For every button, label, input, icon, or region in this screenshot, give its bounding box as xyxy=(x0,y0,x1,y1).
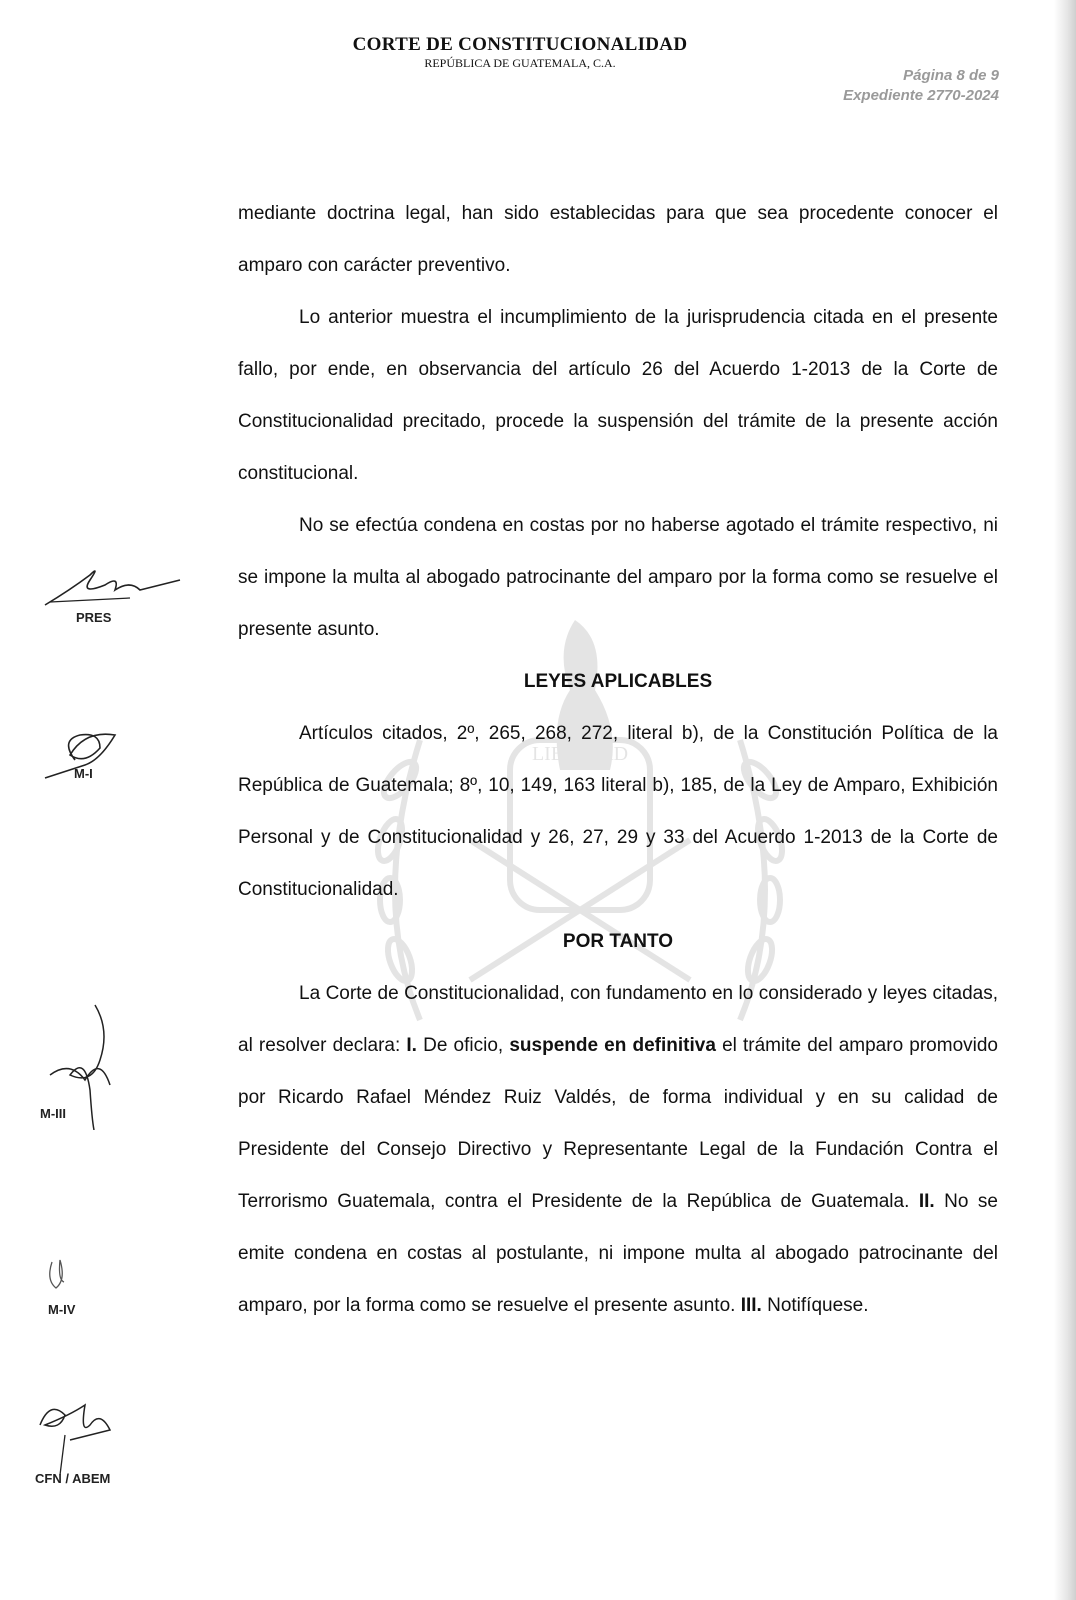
page-info xyxy=(843,66,999,106)
paragraph-1: mediante doctrina legal, han sido establecidas para que sea procedente conocer el amparo con carácter preventivo. xyxy=(238,203,998,276)
p5-bold-suspende: suspende en definitiva xyxy=(509,1035,716,1056)
page-edge-shadow xyxy=(1054,0,1076,1600)
signature-m3 xyxy=(30,1000,190,1130)
paragraph-5 xyxy=(238,968,998,1332)
p5-text-3: el trámite del amparo promovido por Ricardo Rafael Méndez Ruiz Valdés, de forma individual y en su calidad de Presidente del Consejo Directivo y Representante Legal de la Fundación Contra el Terrorismo Guatemala, contra el Presidente de la República de Guatemala. xyxy=(238,1035,999,1212)
heading-por-tanto: POR TANTO xyxy=(562,931,674,952)
court-name: CORTE DE CONSTITUCIONALIDAD xyxy=(352,34,688,55)
signature-m4-mark xyxy=(30,1250,190,1300)
signature-m1 xyxy=(30,720,190,790)
paragraph-2: Lo anterior muestra el incumplimiento de la jurisprudencia citada en el presente fallo, por ende, en observancia del artículo 26 del Acuerdo 1-2013 de la Corte de Constitucionalidad precitado, procede la suspensión del trámite de la presente acción constitucional. xyxy=(238,307,998,484)
signature-label-pres: PRES xyxy=(76,610,112,625)
p5-text-4: No se emite condena en costas al postulante, ni impone multa al abogado patrocinante del amparo, por la forma como se resuelve el presente asunto. xyxy=(238,1191,998,1316)
p5-numeral-2: II. xyxy=(918,1191,935,1212)
heading-leyes-aplicables: LEYES APLICABLES xyxy=(523,671,713,692)
p5-text-2: De oficio, xyxy=(416,1035,510,1056)
p5-text-5: Notifíquese. xyxy=(761,1295,869,1316)
p5-numeral-1: I. xyxy=(406,1035,417,1056)
signature-cfn-abem-mark xyxy=(30,1395,190,1475)
p5-numeral-3: III. xyxy=(740,1295,762,1316)
p5-text-1: La Corte de Constitucionalidad, con fundamento en lo considerado y leyes citadas, al resolver declara: xyxy=(238,983,998,1056)
signature-m1-mark xyxy=(30,720,190,790)
signature-pres xyxy=(30,560,190,625)
court-subtitle: REPÚBLICA DE GUATEMALA, C.A. xyxy=(424,56,616,70)
signature-cfn-abem xyxy=(30,1395,190,1486)
signature-label-m1: M-I xyxy=(74,766,93,781)
signature-label-m3: M-III xyxy=(40,1106,66,1121)
document-body xyxy=(238,188,998,1332)
paragraph-4: Artículos citados, 2º, 265, 268, 272, literal b), de la Constitución Política de la República de Guatemala; 8º, 10, 149, 163 literal b), 185, de la Ley de Amparo, Exhibición Personal y de Constitucionalidad y 26, 27, 29 y 33 del Acuerdo 1-2013 de la Corte de Constitucionalidad. xyxy=(238,723,998,900)
signature-label-m4: M-IV xyxy=(48,1302,76,1317)
page-number: Página 8 de 9 xyxy=(903,67,999,84)
seal-motto: LIBERTAD xyxy=(531,743,629,765)
paragraph-3: No se efectúa condena en costas por no haberse agotado el trámite respectivo, ni se impone la multa al abogado patrocinante del amparo por la forma como se resuelve el presente asunto. xyxy=(238,515,998,640)
signature-label-cfn-abem: CFN / ABEM xyxy=(35,1471,111,1486)
signature-m4 xyxy=(30,1250,190,1317)
case-number: Expediente 2770-2024 xyxy=(843,87,999,104)
